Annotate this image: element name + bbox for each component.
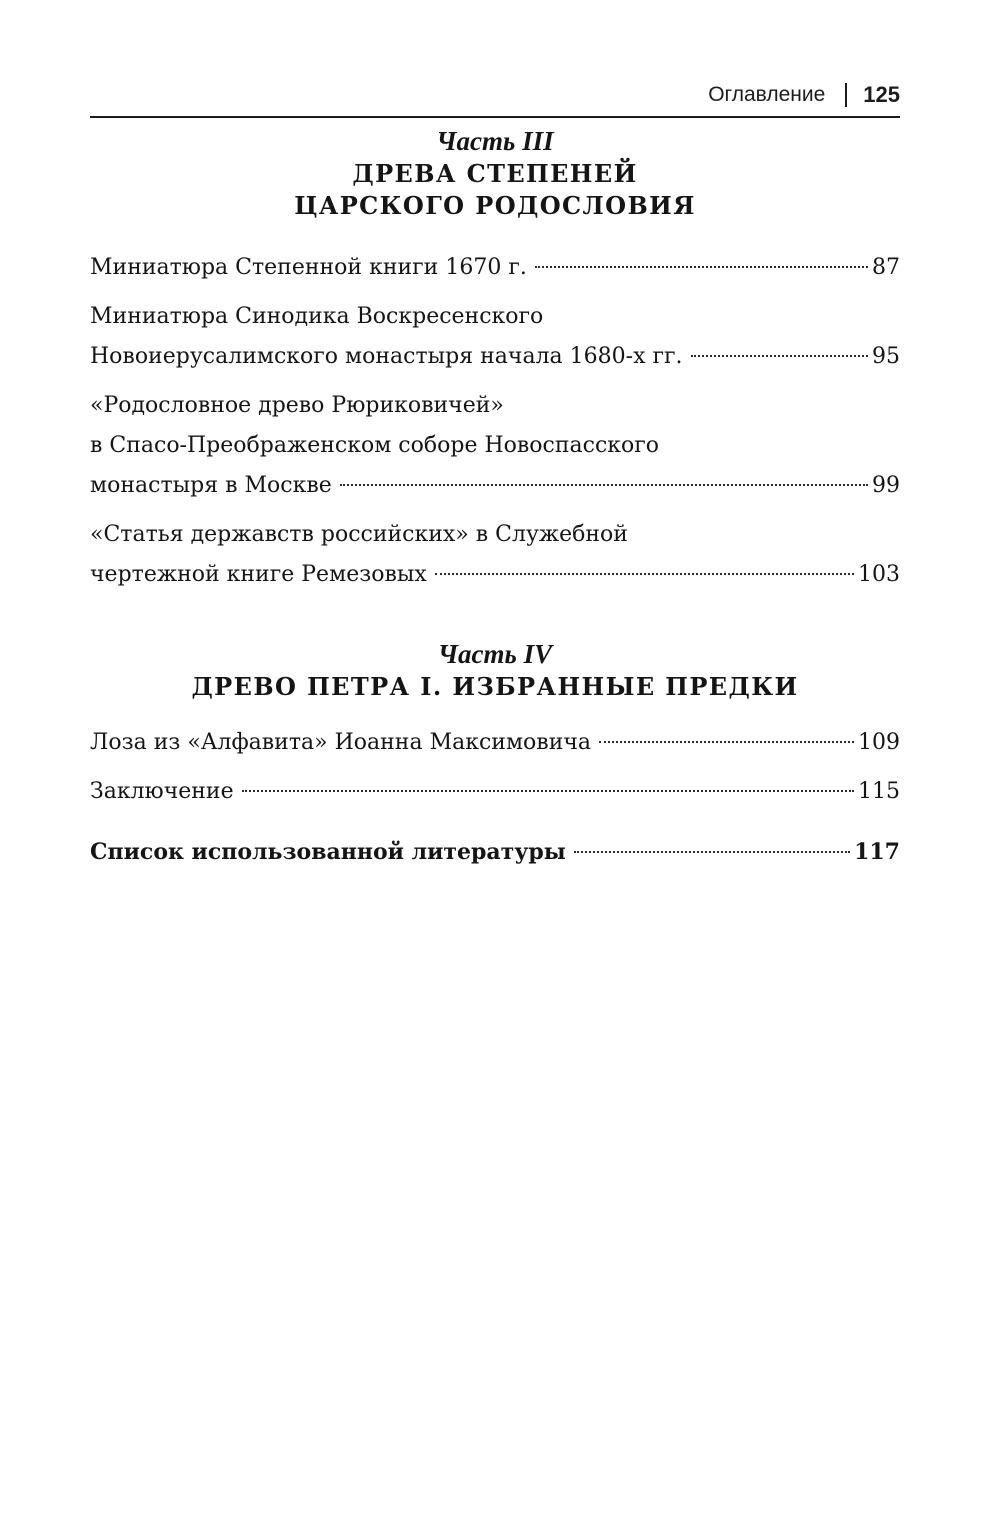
toc-entry-page: 87 bbox=[872, 255, 900, 280]
part-3-title-line: ЦАРСКОГО РОДОСЛОВИЯ bbox=[294, 191, 696, 220]
toc-entry-text: Заключение bbox=[90, 779, 234, 804]
toc-entry-page: 99 bbox=[872, 473, 900, 498]
toc-entry-text: «Родословное древо Рюриковичей» bbox=[90, 393, 504, 418]
toc-entry-text: Миниатюра Степенной книги 1670 г. bbox=[90, 255, 527, 280]
part-4-label: Часть IV bbox=[437, 639, 553, 669]
dot-leader bbox=[242, 790, 854, 792]
toc-entry-page: 117 bbox=[854, 839, 900, 865]
dot-leader bbox=[435, 573, 854, 575]
page-number: 125 bbox=[863, 82, 900, 107]
toc-entry-page: 103 bbox=[858, 562, 900, 587]
toc-entry[interactable] bbox=[90, 723, 900, 763]
header-rule bbox=[90, 116, 900, 118]
part-4-title bbox=[90, 671, 900, 703]
toc-entry-text: Миниатюра Синодика Воскресенского bbox=[90, 304, 544, 329]
toc-entry-text: чертежной книге Ремезовых bbox=[90, 562, 427, 587]
toc-entry-text: монастыря в Москве bbox=[90, 473, 332, 498]
toc-entry-bibliography[interactable] bbox=[90, 832, 900, 872]
part-3-label: Часть III bbox=[436, 126, 554, 156]
dot-leader bbox=[691, 355, 868, 357]
toc-entry-text: Список использованной литературы bbox=[90, 839, 566, 865]
toc-entry-page: 115 bbox=[858, 779, 900, 804]
part-4-section bbox=[90, 637, 900, 872]
dot-leader bbox=[340, 484, 868, 486]
toc-entry-page: 95 bbox=[872, 344, 900, 369]
dot-leader bbox=[574, 851, 850, 853]
toc-entry-text: Новоиерусалимского монастыря начала 1680-х гг. bbox=[90, 344, 683, 369]
running-head bbox=[708, 82, 900, 108]
toc-entry[interactable] bbox=[90, 515, 900, 595]
toc-entry[interactable] bbox=[90, 772, 900, 812]
part-4-title-line: ДРЕВО ПЕТРА I. ИЗБРАННЫЕ ПРЕДКИ bbox=[191, 672, 799, 701]
running-head-separator bbox=[845, 83, 847, 107]
dot-leader bbox=[599, 741, 854, 743]
toc-entry-text: Лоза из «Алфавита» Иоанна Максимовича bbox=[90, 730, 592, 755]
part-3-section bbox=[90, 124, 900, 595]
toc-entry[interactable] bbox=[90, 297, 900, 377]
dot-leader bbox=[535, 266, 868, 268]
table-of-contents bbox=[90, 124, 900, 881]
toc-entry-text: в Спасо-Преображенском соборе Новоспасского bbox=[90, 433, 660, 458]
part-3-entries bbox=[90, 248, 900, 595]
part-4-entries bbox=[90, 723, 900, 872]
toc-entry[interactable] bbox=[90, 386, 900, 506]
toc-entry[interactable] bbox=[90, 248, 900, 288]
part-3-title-line: ДРЕВА СТЕПЕНЕЙ bbox=[352, 159, 638, 188]
toc-entry-page: 109 bbox=[858, 730, 900, 755]
part-3-title bbox=[90, 158, 900, 222]
running-head-title: Оглавление bbox=[708, 83, 826, 106]
toc-entry-text: «Статья державств российских» в Служебной bbox=[90, 522, 628, 547]
